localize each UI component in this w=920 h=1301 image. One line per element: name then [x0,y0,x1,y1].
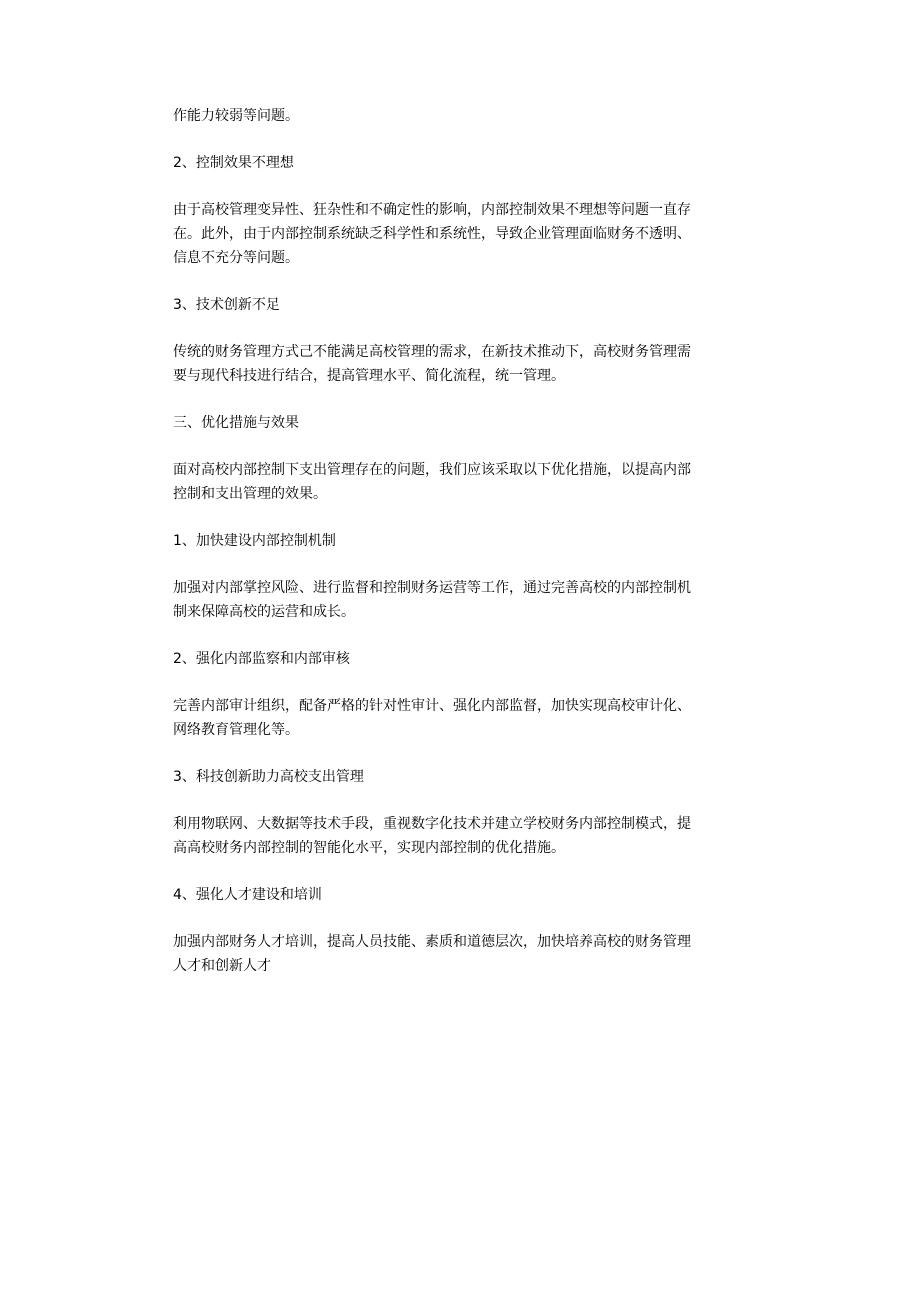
paragraph-tech-expenditure [173,812,753,860]
heading-text: 3、科技创新助力高校支出管理 [173,769,364,785]
heading-internal-audit [173,647,753,671]
heading-section-three [173,411,753,435]
text-line: 作能力较弱等问题。 [173,108,299,124]
text-line: 加强内部财务人才培训，提高人员技能、素质和道德层次，加快培养高校的财务管理 [173,934,691,950]
paragraph-control-effect [173,198,753,270]
text-line: 控制和支出管理的效果。 [173,486,327,502]
heading-text: 2、控制效果不理想 [173,155,294,171]
text-line: 面对高校内部控制下支出管理存在的问题，我们应该采取以下优化措施，以提高内部 [173,462,691,478]
text-line: 要与现代科技进行结合，提高管理水平、简化流程，统一管理。 [173,368,565,384]
heading-control-mechanism [173,529,753,553]
heading-text: 3、技术创新不足 [173,297,280,313]
paragraph-talent-training [173,930,753,978]
heading-text: 4、强化人才建设和培训 [173,887,322,903]
paragraph-ability-issues [173,104,753,128]
paragraph-internal-audit [173,694,753,742]
text-line: 制来保障高校的运营和成长。 [173,604,355,620]
text-line: 在。此外，由于内部控制系统缺乏科学性和系统性，导致企业管理面临财务不透明、 [173,226,691,242]
heading-text: 2、强化内部监察和内部审核 [173,651,350,667]
heading-text: 1、加快建设内部控制机制 [173,533,336,549]
paragraph-tech-innovation [173,340,753,388]
heading-tech-innovation [173,293,753,317]
text-line: 完善内部审计组织，配备严格的针对性审计、强化内部监督，加快实现高校审计化、 [173,698,691,714]
heading-control-effect [173,151,753,175]
text-line: 人才和创新人才 [173,958,271,974]
text-line: 传统的财务管理方式己不能满足高校管理的需求，在新技术推动下，高校财务管理需 [173,344,691,360]
text-line: 利用物联网、大数据等技术手段，重视数字化技术并建立学校财务内部控制模式，提 [173,816,691,832]
text-line: 加强对内部掌控风险、进行监督和控制财务运营等工作，通过完善高校的内部控制机 [173,580,691,596]
document-body [173,104,753,1001]
paragraph-control-mechanism [173,576,753,624]
heading-talent-training [173,883,753,907]
text-line: 由于高校管理变异性、狂杂性和不确定性的影响，内部控制效果不理想等问题一直存 [173,202,691,218]
text-line: 高高校财务内部控制的智能化水平，实现内部控制的优化措施。 [173,840,565,856]
text-line: 信息不充分等问题。 [173,250,299,266]
paragraph-section-three-intro [173,458,753,506]
heading-tech-expenditure [173,765,753,789]
text-line: 网络教育管理化等。 [173,722,299,738]
heading-text: 三、优化措施与效果 [173,415,299,431]
